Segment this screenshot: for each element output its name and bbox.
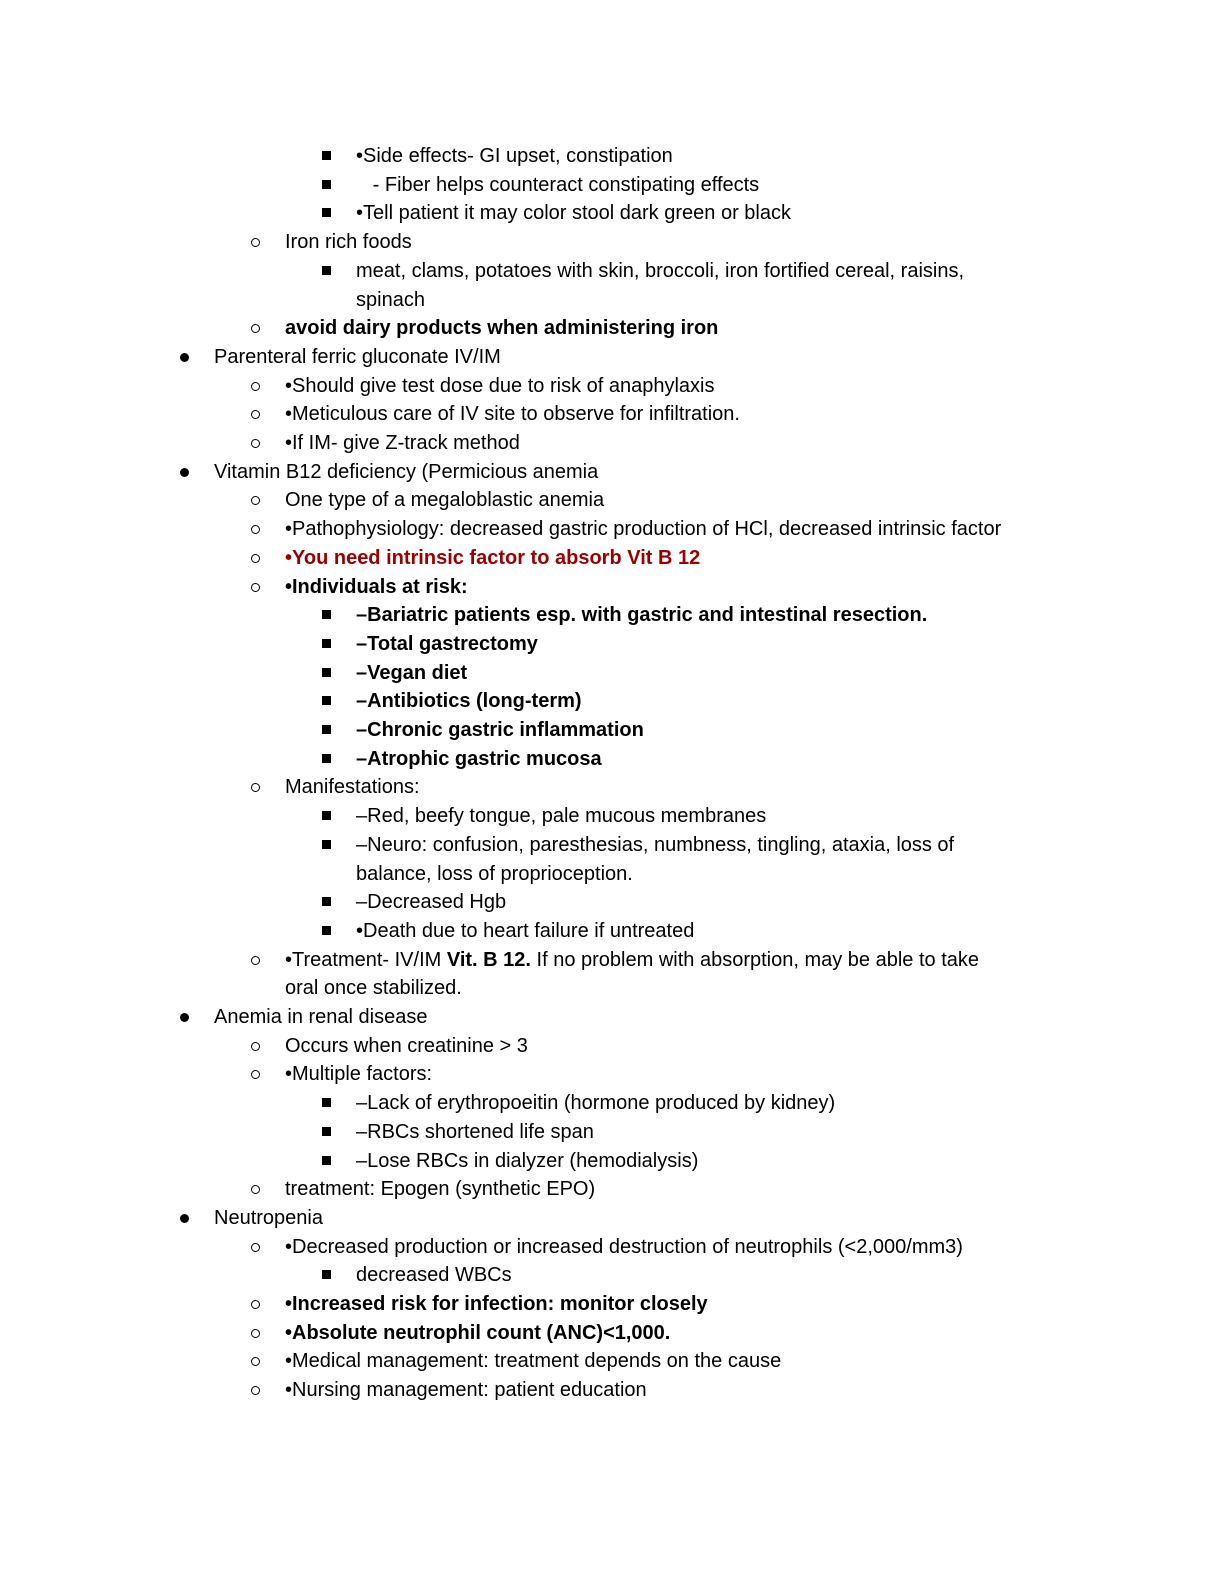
- text-run: –Decreased Hgb: [356, 891, 507, 914]
- list-item-text: [356, 630, 538, 658]
- list-item-text: [356, 659, 467, 687]
- bold-text: –Antibiotics (long-term): [356, 690, 582, 713]
- text-run: •Nursing management: patient education: [285, 1379, 647, 1402]
- text-run: •Tell patient it may color stool dark green or black: [356, 202, 791, 225]
- list-item-text: [285, 1060, 432, 1088]
- text-run: •Meticulous care of IV site to observe for infiltration.: [285, 403, 740, 426]
- bold-text: –Chronic gastric inflammation: [356, 719, 644, 741]
- text-run: spinach: [356, 288, 425, 311]
- highlighted-text: •You need intrinsic factor to absorb Vit B 12: [285, 546, 701, 569]
- text-run: –Red, beefy tongue, pale mucous membranes: [356, 805, 767, 828]
- text-run: - Fiber helps counteract constipating effects: [356, 173, 760, 196]
- list-item-text: [356, 601, 927, 629]
- text-run: treatment: Epogen (synthetic EPO): [285, 1178, 596, 1201]
- list-item-text: [285, 1319, 670, 1347]
- list-item-text: [356, 1089, 835, 1117]
- list-item-text: [285, 573, 468, 601]
- text-run: •Side effects- GI upset, constipation: [356, 145, 673, 167]
- text-run: balance, loss of proprioception.: [356, 862, 633, 885]
- bold-text: –Total gastrectomy: [356, 632, 538, 655]
- list-item-text: [356, 199, 791, 227]
- list-item-text: [285, 974, 462, 1002]
- list-item-text: [356, 142, 673, 170]
- text-run: •Pathophysiology: decreased gastric production of HCl, decreased intrinsic factor: [285, 518, 1002, 541]
- list-item-text: [285, 1290, 708, 1318]
- text-run: –RBCs shortened life span: [356, 1120, 594, 1143]
- list-item-text: [285, 1032, 528, 1060]
- text-run: One type of a megaloblastic anemia: [285, 489, 605, 512]
- list-item-text: [285, 1347, 781, 1375]
- text-run: –Lose RBCs in dialyzer (hemodialysis): [356, 1149, 699, 1172]
- list-item-text: [356, 888, 506, 916]
- text-run: –Lack of erythropoeitin (hormone produced by kidney): [356, 1092, 836, 1115]
- text-run: •Multiple factors:: [285, 1063, 433, 1086]
- list-item-text: [285, 1376, 647, 1404]
- list-item-text: [214, 343, 501, 371]
- text-run: If no problem with absorption, may be able to take: [530, 948, 980, 971]
- list-item-text: [285, 228, 412, 256]
- text-run: •Should give test dose due to risk of anaphylaxis: [285, 374, 715, 397]
- text-run: decreased WBCs: [356, 1264, 512, 1287]
- list-item-text: [285, 1175, 595, 1203]
- text-run: oral once stabilized.: [285, 977, 462, 1000]
- list-item-text: [356, 687, 582, 715]
- list-item-text: [356, 257, 964, 285]
- list-item-text: [356, 745, 602, 773]
- list-item-text: [214, 1204, 323, 1232]
- bold-text: –Bariatric patients esp. with gastric and intestinal resection.: [356, 604, 928, 627]
- text-run: –Neuro: confusion, paresthesias, numbness, tingling, ataxia, loss of: [356, 833, 955, 856]
- bold-text: •Increased risk for infection: monitor closely: [285, 1293, 708, 1315]
- list-item-text: [285, 946, 979, 974]
- bold-text: •Absolute neutrophil count (ANC)<1,000.: [285, 1321, 671, 1344]
- bold-text: –Atrophic gastric mucosa: [356, 747, 602, 770]
- text-run: •Decreased production or increased destruction of neutrophils (<2,000/mm3): [285, 1235, 963, 1258]
- list-item-text: [356, 286, 425, 314]
- list-item-text: [285, 1233, 963, 1261]
- text-run: •Medical management: treatment depends on the cause: [285, 1350, 782, 1373]
- list-item-text: [356, 917, 694, 945]
- text-run: Manifestations:: [285, 776, 420, 799]
- bold-text: –Vegan diet: [356, 661, 468, 684]
- list-item-text: [356, 1147, 698, 1175]
- list-item-text: [356, 171, 759, 199]
- list-item-text: [285, 773, 420, 801]
- list-item-text: [356, 716, 644, 744]
- list-item-text: [214, 1003, 427, 1031]
- text-run: Occurs when creatinine > 3: [285, 1034, 528, 1057]
- list-item-text: [214, 458, 598, 486]
- bold-text: Vit. B 12.: [446, 948, 531, 971]
- text-run: •Treatment- IV/IM: [285, 948, 447, 971]
- list-item-text: [285, 400, 740, 428]
- bold-text: •Individuals at risk:: [285, 575, 468, 598]
- text-run: Anemia in renal disease: [214, 1006, 428, 1028]
- bold-text: avoid dairy products when administering iron: [285, 317, 719, 340]
- list-item-text: [285, 314, 718, 342]
- text-run: Parenteral ferric gluconate IV/IM: [214, 345, 501, 368]
- list-item-text: [356, 860, 633, 888]
- list-item-text: [356, 802, 766, 830]
- text-run: Neutropenia: [214, 1206, 323, 1229]
- list-item-text: [285, 515, 1001, 543]
- text-run: Vitamin B12 deficiency (Permicious anemia: [214, 460, 599, 483]
- text-run: •Death due to heart failure if untreated: [356, 919, 695, 942]
- text-run: Iron rich foods: [285, 231, 412, 254]
- list-item-text: [285, 372, 714, 400]
- list-item-text: [285, 544, 700, 572]
- list-item-text: [356, 1118, 594, 1146]
- list-item-text: [356, 1261, 512, 1289]
- text-run: meat, clams, potatoes with skin, broccoli, iron fortified cereal, raisins,: [356, 259, 965, 282]
- list-item-text: [285, 429, 520, 457]
- list-item-text: [356, 831, 954, 859]
- text-run: •If IM- give Z-track method: [285, 432, 520, 454]
- list-item-text: [285, 486, 604, 514]
